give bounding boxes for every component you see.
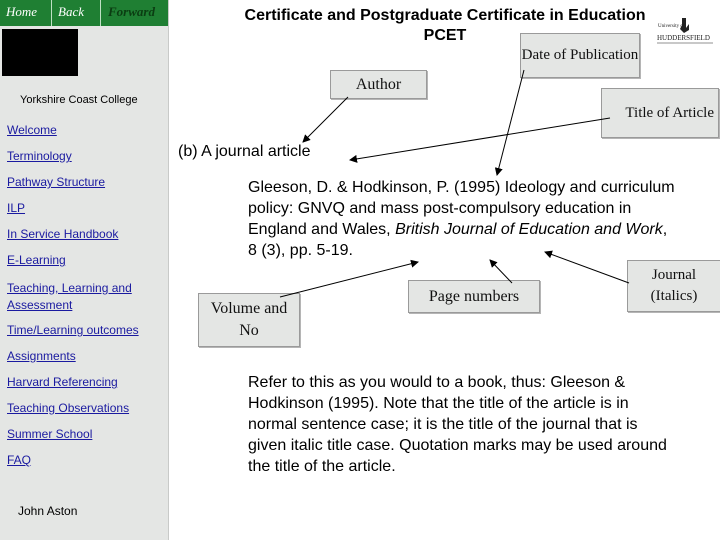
- sidebar-item-time-learning-outcomes[interactable]: Time/Learning outcomes: [7, 323, 139, 337]
- arrow-volume: [280, 262, 418, 297]
- college-name: Yorkshire Coast College: [20, 94, 138, 106]
- sidebar-item-teaching-learning-assessment[interactable]: Teaching, Learning and Assessment: [7, 281, 132, 312]
- callout-page-numbers: [408, 280, 540, 313]
- nav-divider: [100, 0, 101, 26]
- callout-date-label: Date of Publication: [521, 47, 639, 63]
- sidebar-item-teaching-observations[interactable]: Teaching Observations: [7, 401, 130, 415]
- reference-authors-title: Gleeson, D. & Hodkinson, P. (1995) Ideology and curriculum policy: GNVQ and mass post-compulsory education in England and Wales,: [248, 179, 675, 238]
- explanatory-note: Refer to this as you would to a book, thus: Gleeson & Hodkinson (1995). Note that the title of the article is in normal sentence case; it is the title of the journal that is given italic title case. Quotation marks may be used around the title of the article.: [248, 374, 667, 475]
- sidebar-item-faq[interactable]: FAQ: [7, 453, 32, 467]
- reference-volume-pages: , 8 (3), pp. 5-19.: [248, 221, 668, 259]
- sidebar-item-summer-school[interactable]: Summer School: [7, 427, 93, 441]
- arrow-article-title: [350, 118, 610, 160]
- section-heading: (b) A journal article: [178, 143, 311, 160]
- callout-author-label: Author: [355, 75, 402, 93]
- reference-example: [248, 177, 678, 261]
- nav-divider: [51, 0, 52, 26]
- page-title-line-1: Certificate and Postgraduate Certificate in Education: [244, 7, 646, 24]
- logo-wordmark: HUDDERSFIELD: [657, 34, 710, 42]
- university-logo: [656, 16, 714, 46]
- callout-journal-italics: [627, 260, 720, 312]
- arrow-date: [497, 70, 524, 175]
- sidebar-item-terminology[interactable]: Terminology: [7, 149, 72, 163]
- sidebar-item-e-learning[interactable]: E-Learning: [7, 253, 66, 267]
- forward-button[interactable]: Forward: [108, 4, 155, 19]
- callout-page-numbers-label: Page numbers: [428, 287, 520, 305]
- arrow-author: [303, 97, 348, 142]
- sidebar-item-harvard-referencing[interactable]: Harvard Referencing: [7, 375, 118, 389]
- sidebar: [0, 0, 169, 540]
- page-title-line-2: PCET: [423, 27, 467, 44]
- reference-journal-name: British Journal of Education and Work: [395, 221, 663, 238]
- callout-volume-label: Volume and No: [210, 300, 288, 339]
- site-author: John Aston: [18, 504, 78, 518]
- callout-volume-and-no: [198, 293, 300, 347]
- sidebar-item-pathway-structure[interactable]: Pathway Structure: [7, 175, 106, 189]
- sidebar-item-ilp[interactable]: ILP: [7, 201, 26, 215]
- sidebar-item-welcome[interactable]: Welcome: [7, 123, 57, 137]
- svg-text:University of: University of: [658, 24, 685, 29]
- callout-date-of-publication: [520, 33, 640, 78]
- top-nav-bar: [0, 0, 168, 26]
- back-button[interactable]: Back: [58, 4, 84, 19]
- sidebar-item-assignments[interactable]: Assignments: [7, 349, 76, 363]
- callout-title-of-article: [601, 88, 719, 138]
- home-button[interactable]: Home: [6, 4, 38, 19]
- callout-journal-label: Journal (Italics): [650, 267, 698, 304]
- callout-article-title-label: Title of Article: [625, 104, 714, 121]
- college-logo: [2, 29, 78, 76]
- callout-author: [330, 70, 427, 99]
- sidebar-item-in-service-handbook[interactable]: In Service Handbook: [7, 227, 119, 241]
